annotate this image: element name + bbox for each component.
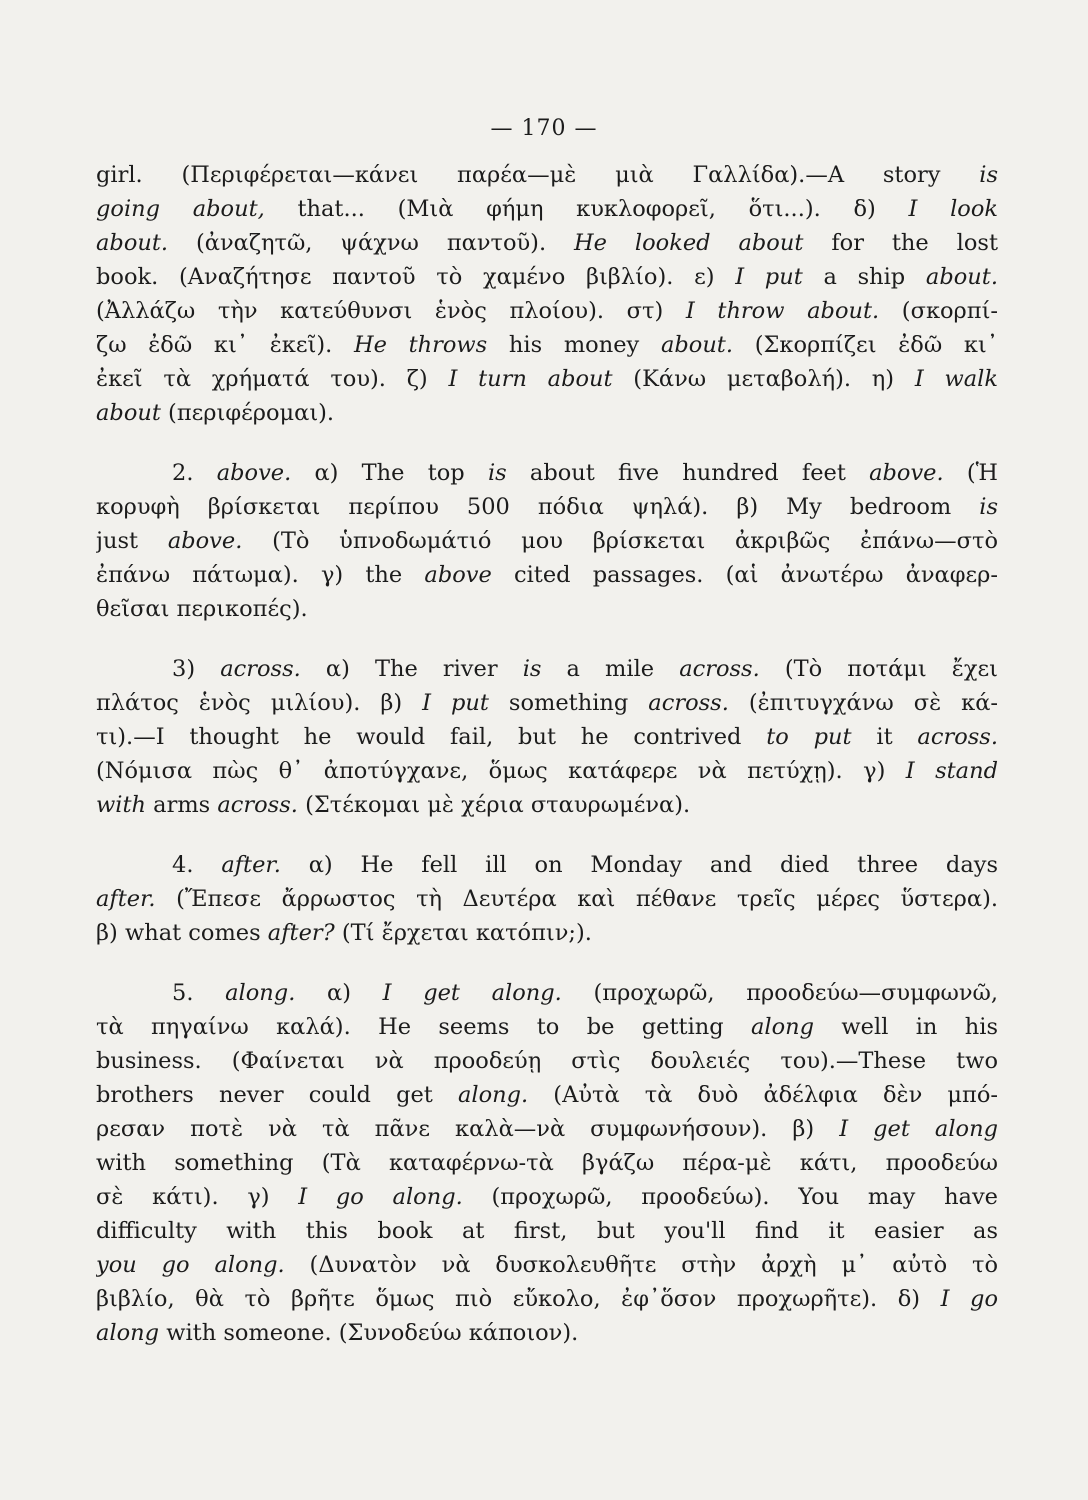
paragraph-5	[96, 976, 998, 1350]
italic-term: across.	[679, 656, 760, 682]
text-run: (Νόμισα πὼς θ᾽ ἀποτύγχανε, ὅμως κατάφερε νὰ πετύχῃ). γ)	[96, 758, 906, 784]
italic-term: after.	[96, 886, 156, 912]
text-run: just	[96, 528, 168, 554]
text-run: (σκορπί-	[879, 298, 998, 324]
text-line	[96, 1248, 998, 1282]
italic-term: I stand	[905, 758, 998, 784]
text-run: θεῖσαι περικοπές).	[96, 596, 308, 622]
paragraph-4	[96, 848, 998, 950]
text-run: book. (Αναζήτησε παντοῦ τὸ χαμένο βιβλίο). ε)	[96, 264, 736, 290]
italic-term: above.	[216, 460, 292, 486]
text-line	[96, 362, 998, 396]
text-line	[96, 1214, 998, 1248]
text-run: (Ἡ	[943, 460, 998, 486]
text-line	[96, 294, 998, 328]
paragraph-3	[96, 652, 998, 822]
text-run: girl. (Περιφέρεται—κάνει παρέα—μὲ μιὰ Γαλλίδα).—A story	[96, 162, 980, 188]
text-run: β) what comes	[96, 920, 268, 946]
text-run: a mile	[541, 656, 680, 682]
text-line	[96, 1112, 998, 1146]
text-run: σὲ κάτι). γ)	[96, 1184, 299, 1210]
italic-term: above	[424, 562, 492, 588]
italic-term: is	[522, 656, 542, 682]
italic-term: about.	[96, 230, 169, 256]
text-line	[96, 558, 998, 592]
italic-term: He looked about	[574, 230, 804, 256]
italic-term: about.	[660, 332, 734, 358]
italic-term: going about,	[96, 196, 265, 222]
italic-term: is	[979, 162, 998, 188]
italic-term: along.	[457, 1082, 529, 1108]
text-line	[96, 456, 998, 490]
text-line	[96, 652, 998, 686]
text-line	[96, 192, 998, 226]
text-run: πλάτος ἑνὸς μιλίου). β)	[96, 690, 423, 716]
paragraph-2	[96, 456, 998, 626]
italic-term: after.	[221, 852, 281, 878]
text-line	[96, 848, 998, 882]
text-line	[96, 720, 998, 754]
italic-term: about.	[925, 264, 998, 290]
text-run: cited passages. (αἱ ἀνωτέρω ἀναφερ-	[491, 562, 998, 588]
text-line	[96, 396, 998, 430]
text-line	[96, 158, 998, 192]
italic-term: I get along	[839, 1116, 998, 1142]
text-run: difficulty with this book at first, but you'll find it easier as	[96, 1218, 998, 1244]
text-line	[96, 260, 998, 294]
italic-term: across.	[917, 724, 998, 750]
text-run: that... (Μιὰ φήμη κυκλοφορεῖ, ὅτι...). δ)	[264, 196, 909, 222]
text-line	[96, 882, 998, 916]
italic-term: about	[96, 400, 161, 426]
text-run: (Αὐτὰ τὰ δυὸ ἀδέλφια δὲν μπό-	[528, 1082, 998, 1108]
text-run: βιβλίο, θὰ τὸ βρῆτε ὅμως πιὸ εὔκολο, ἐφ᾽ὅσον προχωρῆτε). δ)	[96, 1286, 941, 1312]
text-run: well in his	[814, 1014, 998, 1040]
text-run: (Ἀλλάζω τὴν κατεύθυνσι ἑνὸς πλοίου). στ)	[96, 298, 686, 324]
text-line	[96, 916, 998, 950]
italic-term: is	[979, 494, 998, 520]
italic-term: along	[751, 1014, 815, 1040]
text-line	[96, 1282, 998, 1316]
italic-term: above.	[869, 460, 944, 486]
italic-term: I put	[422, 690, 489, 716]
text-run: business. (Φαίνεται νὰ προοδεύῃ στὶς δουλειές του).—These two	[96, 1048, 998, 1074]
italic-term: across.	[217, 792, 298, 818]
text-run: for the lost	[803, 230, 998, 256]
italic-term: I put	[735, 264, 803, 290]
text-line	[96, 686, 998, 720]
text-run: (Κάνω μεταβολή). η)	[612, 366, 915, 392]
text-run: α)	[295, 980, 383, 1006]
italic-term: you go along.	[96, 1252, 285, 1278]
text-run: ἐκεῖ τὰ χρήματά του). ζ)	[96, 366, 449, 392]
italic-term: is	[487, 460, 507, 486]
text-run: τὰ πηγαίνω καλά). He seems to be getting	[96, 1014, 752, 1040]
text-line	[96, 1180, 998, 1214]
text-line	[96, 976, 998, 1010]
paragraph-1	[96, 158, 998, 430]
text-run: (Στέκομαι μὲ χέρια σταυρωμένα).	[297, 792, 691, 818]
italic-term: I get along.	[382, 980, 562, 1006]
italic-term: to put	[766, 724, 852, 750]
italic-term: across.	[220, 656, 301, 682]
italic-term: after?	[267, 920, 335, 946]
italic-term: I look	[908, 196, 998, 222]
text-line	[96, 1146, 998, 1180]
text-run: (προχωρῶ, προοδεύω). You may have	[462, 1184, 998, 1210]
text-run: with someone. (Συνοδεύω κάποιον).	[159, 1320, 579, 1346]
text-run: brothers never could get	[96, 1082, 458, 1108]
italic-term: I go	[940, 1286, 998, 1312]
text-run: 5.	[172, 980, 226, 1006]
italic-term: I turn about	[448, 366, 613, 392]
text-line	[96, 788, 998, 822]
text-run: with something (Τὰ καταφέρνω-τὰ βγάζω πέρα-μὲ κάτι, προοδεύω	[96, 1150, 998, 1176]
text-run: something	[488, 690, 649, 716]
text-run: τι).—I thought he would fail, but he contrived	[96, 724, 767, 750]
text-run: (Δυνατὸν νὰ δυσκολευθῆτε στὴν ἀρχὴ μ᾽ αὐτὸ τὸ	[284, 1252, 998, 1278]
italic-term: I throw about.	[685, 298, 880, 324]
text-run: 4.	[172, 852, 222, 878]
text-line	[96, 490, 998, 524]
text-run: it	[851, 724, 918, 750]
text-run: his money	[487, 332, 661, 358]
italic-term: along.	[225, 980, 296, 1006]
text-line	[96, 226, 998, 260]
text-line	[96, 524, 998, 558]
italic-term: above.	[167, 528, 243, 554]
italic-term: He throws	[353, 332, 488, 358]
text-run: about five hundred feet	[506, 460, 870, 486]
text-run: α) The top	[291, 460, 488, 486]
text-line	[96, 1010, 998, 1044]
text-run: α) The river	[300, 656, 523, 682]
text-run: α) He fell ill on Monday and died three days	[280, 852, 998, 878]
text-run: (Τὸ ποτάμι ἔχει	[759, 656, 998, 682]
text-line	[96, 1316, 998, 1350]
text-run: 3)	[172, 656, 221, 682]
italic-term: I go along.	[298, 1184, 463, 1210]
text-run: (Ἔπεσε ἄρρωστος τὴ Δευτέρα καὶ πέθανε τρεῖς μέρες ὕστερα).	[155, 886, 998, 912]
text-line	[96, 1078, 998, 1112]
text-run: (Σκορπίζει ἐδῶ κι᾽	[733, 332, 998, 358]
text-run: (Τὸ ὑπνοδωμάτιό μου βρίσκεται ἀκριβῶς ἐπάνω—στὸ	[242, 528, 998, 554]
text-line	[96, 754, 998, 788]
italic-term: across.	[648, 690, 729, 716]
text-line	[96, 1044, 998, 1078]
text-run: ἐπάνω πάτωμα). γ) the	[96, 562, 425, 588]
text-run: (Τί ἔρχεται κατόπιν;).	[334, 920, 592, 946]
text-run: (προχωρῶ, προοδεύω—συμφωνῶ,	[561, 980, 998, 1006]
italic-term: along	[96, 1320, 160, 1346]
text-run: a ship	[802, 264, 926, 290]
text-run: arms	[146, 792, 218, 818]
text-run: κορυφὴ βρίσκεται περίπου 500 πόδια ψηλά). β) My bedroom	[96, 494, 980, 520]
page-number: — 170 —	[490, 116, 598, 141]
italic-term: with	[96, 792, 146, 818]
text-line	[96, 592, 998, 626]
italic-term: I walk	[914, 366, 998, 392]
text-run: (ἀναζητῶ, ψάχνω παντοῦ).	[168, 230, 575, 256]
text-line	[96, 328, 998, 362]
text-run: ζω ἐδῶ κι᾽ ἐκεῖ).	[96, 332, 354, 358]
text-run: (περιφέρομαι).	[160, 400, 335, 426]
page-text	[96, 158, 998, 1376]
text-run: ρεσαν ποτὲ νὰ τὰ πᾶνε καλὰ—νὰ συμφωνήσουν). β)	[96, 1116, 840, 1142]
text-run: 2.	[172, 460, 217, 486]
text-run: (ἐπιτυγχάνω σὲ κά-	[728, 690, 998, 716]
